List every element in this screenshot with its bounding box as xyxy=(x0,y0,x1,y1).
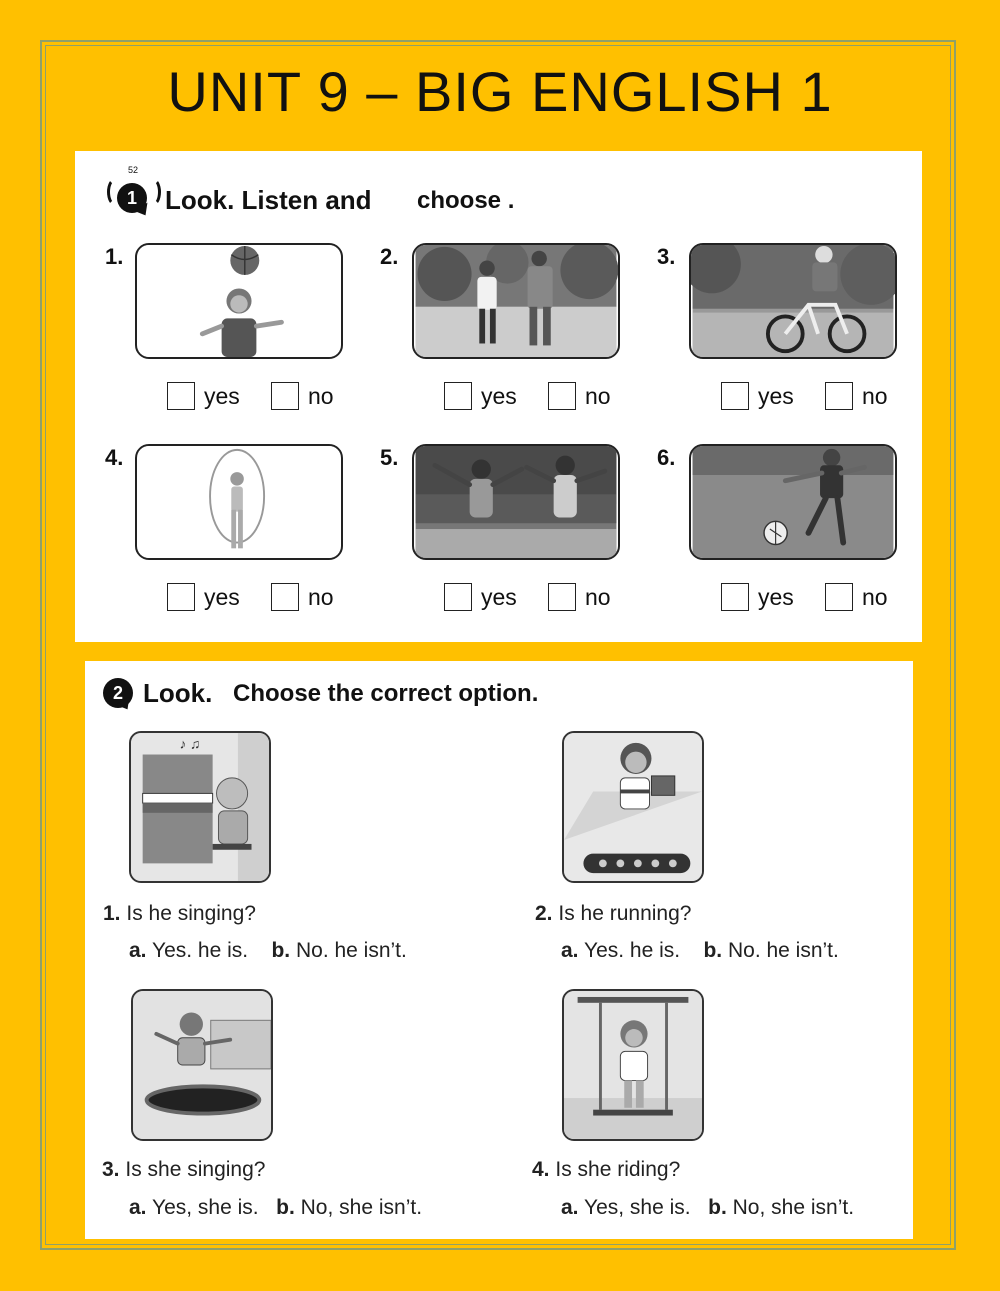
option-b-label: b. xyxy=(276,1196,295,1219)
question-2-answers xyxy=(561,939,839,963)
item-3-yes-label: yes xyxy=(758,383,794,409)
question-4-prompt: Is she riding? xyxy=(555,1158,681,1181)
option-a-label: a. xyxy=(129,939,147,962)
option-b-text: No. he isn’t. xyxy=(727,939,839,962)
page-title: UNIT 9 – BIG ENGLISH 1 xyxy=(167,60,833,123)
item-3-number: 3. xyxy=(657,244,676,269)
question-3-picture xyxy=(131,989,273,1141)
jump-rope-icon xyxy=(137,446,341,558)
question-2-number: 2. xyxy=(535,902,553,925)
girl-bouncing-ball-icon xyxy=(137,245,341,357)
option-a-text: Yes, she is. xyxy=(151,1196,259,1219)
item-1-number: 1. xyxy=(105,244,124,269)
question-1-answers xyxy=(129,939,407,963)
question-4-number: 4. xyxy=(532,1158,550,1181)
girl-on-trampoline-icon xyxy=(133,991,271,1139)
item-3-no-checkbox[interactable] xyxy=(825,382,853,410)
question-3-option-a[interactable] xyxy=(129,1196,259,1219)
item-1-no-label: no xyxy=(308,383,334,409)
option-b-label: b. xyxy=(703,939,723,962)
option-a-label: a. xyxy=(129,1196,147,1219)
item-4-no-checkbox[interactable] xyxy=(271,583,299,611)
section-2-badge: 2 xyxy=(103,678,133,708)
question-4-answers xyxy=(561,1196,854,1220)
item-4-no-label: no xyxy=(308,584,334,610)
item-2-picture xyxy=(412,243,620,359)
item-4-number: 4. xyxy=(105,445,124,470)
question-4-option-b[interactable] xyxy=(708,1196,854,1219)
option-a-text: Yes. he is. xyxy=(583,939,681,962)
item-2-number: 2. xyxy=(380,244,399,269)
item-5-no-checkbox[interactable] xyxy=(548,583,576,611)
kicking-ball-icon xyxy=(691,446,895,558)
item-2-no-checkbox[interactable] xyxy=(548,382,576,410)
question-4-text xyxy=(532,1158,680,1182)
question-3-prompt: Is she singing? xyxy=(125,1158,266,1181)
question-1-option-b[interactable] xyxy=(271,939,406,962)
option-b-text: No, she isn’t. xyxy=(732,1196,855,1219)
option-a-label: a. xyxy=(561,1196,579,1219)
running-girls-icon xyxy=(414,446,618,558)
item-6-yes-checkbox[interactable] xyxy=(721,583,749,611)
question-4-picture xyxy=(562,989,704,1141)
option-a-text: Yes, she is. xyxy=(583,1196,691,1219)
item-4-yes-label: yes xyxy=(204,584,240,610)
item-1-yes-checkbox[interactable] xyxy=(167,382,195,410)
section-1-badge: 1 xyxy=(117,183,147,213)
question-3-answers xyxy=(129,1196,422,1220)
option-a-label: a. xyxy=(561,939,579,962)
item-4-yes-checkbox[interactable] xyxy=(167,583,195,611)
item-5-no-label: no xyxy=(585,584,611,610)
section-2-instruction: Look. xyxy=(143,678,213,708)
question-3-text xyxy=(102,1158,265,1182)
item-6-number: 6. xyxy=(657,445,676,470)
section-2-panel xyxy=(85,661,913,1239)
question-3-option-b[interactable] xyxy=(276,1196,422,1219)
item-1-no-checkbox[interactable] xyxy=(271,382,299,410)
item-1-yes-label: yes xyxy=(204,383,240,409)
item-5-picture xyxy=(412,444,620,560)
question-1-number: 1. xyxy=(103,902,121,925)
item-5-yes-label: yes xyxy=(481,584,517,610)
item-5-yes-checkbox[interactable] xyxy=(444,583,472,611)
item-5-number: 5. xyxy=(380,445,399,470)
question-3-number: 3. xyxy=(102,1158,120,1181)
question-1-picture xyxy=(129,731,271,883)
question-2-option-b[interactable] xyxy=(703,939,838,962)
item-3-no-label: no xyxy=(862,383,888,409)
item-4-picture xyxy=(135,444,343,560)
section-2-instruction-extra: Choose the correct option. xyxy=(233,680,539,707)
question-2-picture xyxy=(562,731,704,883)
item-6-no-checkbox[interactable] xyxy=(825,583,853,611)
svg-text:♪ ♫: ♪ ♫ xyxy=(179,736,201,752)
skating-icon xyxy=(414,245,618,357)
bike-riding-icon xyxy=(691,245,895,357)
option-b-label: b. xyxy=(271,939,291,962)
item-3-yes-checkbox[interactable] xyxy=(721,382,749,410)
item-6-no-label: no xyxy=(862,584,888,610)
section-1-panel xyxy=(75,151,922,642)
option-b-text: No. he isn’t. xyxy=(295,939,407,962)
option-b-text: No, she isn’t. xyxy=(300,1196,423,1219)
boy-playing-piano-icon xyxy=(131,733,269,881)
section-1-instruction-extra: choose . xyxy=(417,187,515,214)
item-6-picture xyxy=(689,444,897,560)
option-b-label: b. xyxy=(708,1196,727,1219)
question-4-option-a[interactable] xyxy=(561,1196,691,1219)
item-2-yes-label: yes xyxy=(481,383,517,409)
girl-on-swing-icon xyxy=(564,991,702,1139)
option-a-text: Yes. he is. xyxy=(151,939,249,962)
question-2-prompt: Is he running? xyxy=(558,902,692,925)
section-1-instruction: Look. Listen and xyxy=(165,185,372,215)
item-2-yes-checkbox[interactable] xyxy=(444,382,472,410)
item-6-yes-label: yes xyxy=(758,584,794,610)
question-2-option-a[interactable] xyxy=(561,939,680,962)
question-1-prompt: Is he singing? xyxy=(126,902,256,925)
question-2-text xyxy=(535,902,691,926)
track-number: 52 xyxy=(128,165,139,175)
boy-on-treadmill-icon xyxy=(564,733,702,881)
item-1-picture xyxy=(135,243,343,359)
question-1-text xyxy=(103,902,256,926)
item-3-picture xyxy=(689,243,897,359)
item-2-no-label: no xyxy=(585,383,611,409)
question-1-option-a[interactable] xyxy=(129,939,248,962)
